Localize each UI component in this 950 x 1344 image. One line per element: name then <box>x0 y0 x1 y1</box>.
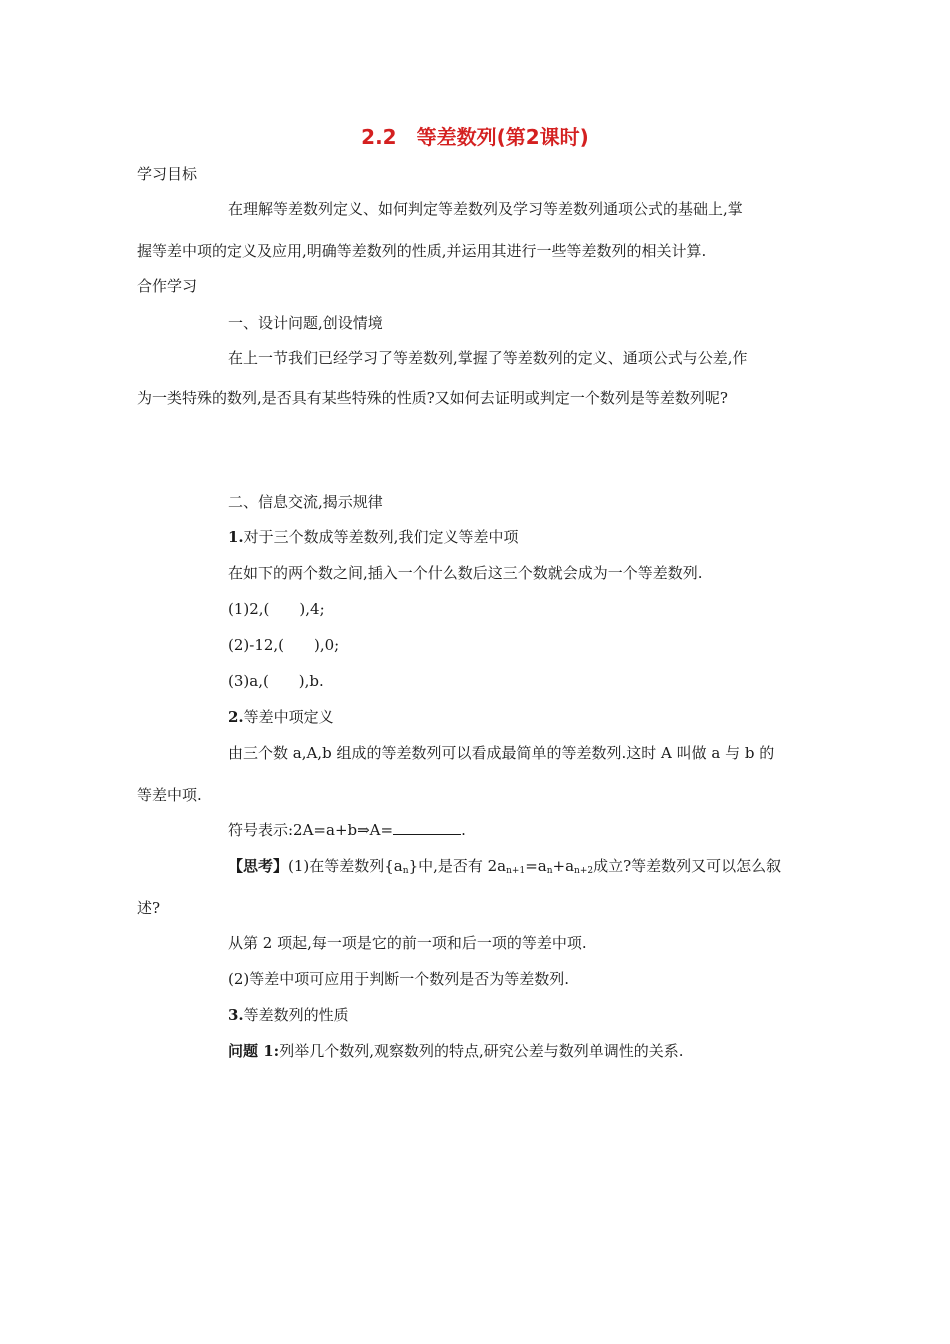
think-label: 【思考】 <box>228 857 289 875</box>
question-1-text: 列举几个数列,观察数列的特点,研究公差与数列单调性的关系. <box>279 1042 684 1060</box>
item2-heading <box>228 707 334 727</box>
think-sub-b: n+1 <box>506 866 526 876</box>
think-part-a: (1)在等差数列{a <box>288 857 403 875</box>
item2-text-line-1: 由三个数 a,A,b 组成的等差数列可以看成最简单的等差数列.这时 A 叫做 a 与 b 的 <box>228 744 775 762</box>
item1-heading <box>228 527 518 547</box>
goal-heading: 学习目标 <box>137 165 198 183</box>
item3-heading <box>228 1005 349 1025</box>
goal-text-line-1: 在理解等差数列定义、如何判定等差数列及学习等差数列通项公式的基础上,掌 <box>228 200 743 218</box>
item3-number: 3. <box>228 1006 244 1024</box>
example-1: (1)2,( ),4; <box>228 600 325 618</box>
symbol-text: 符号表示:2A=a+b⇒A= <box>228 821 394 839</box>
think2-text: (2)等差中项可应用于判断一个数列是否为等差数列. <box>228 970 570 988</box>
think-part-c: =a <box>525 857 547 875</box>
item1-number: 1. <box>228 528 244 546</box>
think-part-e: 成立?等差数列又可以怎么叙 <box>593 857 782 875</box>
symbol-end: . <box>461 821 466 839</box>
part1-text-line-1: 在上一节我们已经学习了等差数列,掌握了等差数列的定义、通项公式与公差,作 <box>228 349 748 367</box>
question-1 <box>228 1041 684 1061</box>
think-sub-c: n <box>546 866 553 876</box>
part1-heading: 一、设计问题,创设情境 <box>228 314 383 332</box>
part1-text-line-2: 为一类特殊的数列,是否具有某些特殊的性质?又如何去证明或判定一个数列是等差数列呢? <box>137 389 728 407</box>
symbol-line <box>228 820 466 840</box>
think-sub-d: n+2 <box>574 866 594 876</box>
item2-title: 等差中项定义 <box>243 708 334 726</box>
page-title: 2.2 等差数列(第2课时) <box>361 125 589 149</box>
item2-number: 2. <box>228 708 244 726</box>
think-sub-a: n <box>402 866 409 876</box>
think-line <box>228 856 781 881</box>
item2-text-line-2: 等差中项. <box>137 786 202 804</box>
part2-heading: 二、信息交流,揭示规律 <box>228 493 383 511</box>
coop-heading: 合作学习 <box>137 277 198 295</box>
item3-title: 等差数列的性质 <box>243 1006 349 1024</box>
think-text-line-2: 述? <box>137 899 161 917</box>
goal-text-line-2: 握等差中项的定义及应用,明确等差数列的性质,并运用其进行一些等差数列的相关计算. <box>137 242 707 260</box>
answer-blank[interactable] <box>393 820 461 835</box>
think-part-b: }中,是否有 2a <box>408 857 507 875</box>
example-2: (2)-12,( ),0; <box>228 636 340 654</box>
item1-text: 在如下的两个数之间,插入一个什么数后这三个数就会成为一个等差数列. <box>228 564 703 582</box>
think-part-d: +a <box>552 857 575 875</box>
answer-text: 从第 2 项起,每一项是它的前一项和后一项的等差中项. <box>228 934 587 952</box>
item1-title: 对于三个数成等差数列,我们定义等差中项 <box>243 528 519 546</box>
example-3: (3)a,( ),b. <box>228 672 324 690</box>
question-1-label: 问题 1: <box>228 1042 280 1060</box>
